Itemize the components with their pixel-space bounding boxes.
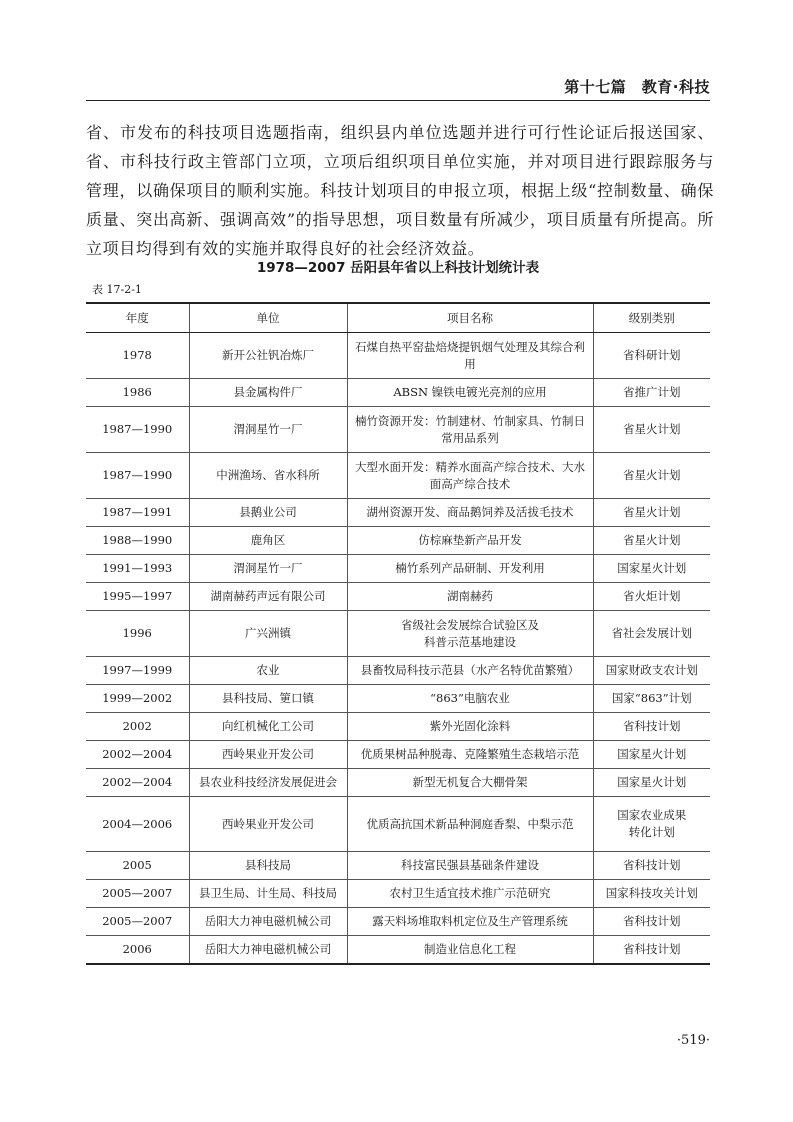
table-header-row: [86, 303, 710, 333]
cell-unit: 岳阳大力神电磁机械公司: [189, 908, 347, 936]
table-row: [86, 555, 710, 583]
cell-project: 紫外光固化涂料: [347, 713, 593, 741]
cell-unit: 县科技局: [189, 852, 347, 880]
cell-year: 1988—1990: [86, 527, 189, 555]
cell-level: 省火炬计划: [593, 583, 710, 611]
cell-level: 省科技计划: [593, 713, 710, 741]
header-year: 年度: [86, 303, 189, 333]
cell-project: 科技富民强县基础条件建设: [347, 852, 593, 880]
cell-project: 省级社会发展综合试验区及 科普示范基地建设: [347, 611, 593, 657]
cell-project: “863”电脑农业: [347, 685, 593, 713]
cell-year: 1987—1990: [86, 407, 189, 453]
header-rule: [86, 100, 710, 101]
cell-unit: 渭洞星竹一厂: [189, 555, 347, 583]
cell-level: 国家星火计划: [593, 555, 710, 583]
cell-year: 1987—1990: [86, 453, 189, 499]
cell-level: 国家“863”计划: [593, 685, 710, 713]
cell-year: 1997—1999: [86, 657, 189, 685]
cell-year: 2002—2004: [86, 769, 189, 797]
cell-year: 2005: [86, 852, 189, 880]
cell-unit: 县卫生局、计生局、科技局: [189, 880, 347, 908]
cell-unit: 农业: [189, 657, 347, 685]
cell-project: 新型无机复合大棚骨架: [347, 769, 593, 797]
table-row: [86, 769, 710, 797]
table-row: [86, 333, 710, 379]
cell-level: 省星火计划: [593, 453, 710, 499]
cell-year: 1986: [86, 379, 189, 407]
cell-year: 2005—2007: [86, 908, 189, 936]
table-row: [86, 797, 710, 852]
chapter-header: 第十七篇 教育·科技: [564, 78, 710, 96]
table-row: [86, 741, 710, 769]
cell-unit: 县农业科技经济发展促进会: [189, 769, 347, 797]
cell-project: 露天料场堆取料机定位及生产管理系统: [347, 908, 593, 936]
table-row: [86, 527, 710, 555]
header-unit: 单位: [189, 303, 347, 333]
cell-unit: 渭洞星竹一厂: [189, 407, 347, 453]
cell-level: 省星火计划: [593, 527, 710, 555]
cell-project: 制造业信息化工程: [347, 936, 593, 964]
table-row: [86, 657, 710, 685]
cell-project: 湖南赫药: [347, 583, 593, 611]
cell-level: 省科技计划: [593, 852, 710, 880]
table-row: [86, 583, 710, 611]
cell-project: 湖州资源开发、商品鹅饲养及活拔毛技术: [347, 499, 593, 527]
cell-unit: 湖南赫药声远有限公司: [189, 583, 347, 611]
table-row: [86, 499, 710, 527]
header-project: 项目名称: [347, 303, 593, 333]
cell-year: 1978: [86, 333, 189, 379]
page-number: ·519·: [676, 1033, 710, 1048]
cell-unit: 新开公社钒冶炼厂: [189, 333, 347, 379]
table-row: [86, 936, 710, 964]
cell-level: 省社会发展计划: [593, 611, 710, 657]
table-row: [86, 379, 710, 407]
cell-level: 国家星火计划: [593, 769, 710, 797]
cell-level: 省科技计划: [593, 908, 710, 936]
cell-unit: 西岭果业开发公司: [189, 797, 347, 852]
cell-level: 省星火计划: [593, 499, 710, 527]
cell-level: 国家农业成果 转化计划: [593, 797, 710, 852]
cell-level: 省科研计划: [593, 333, 710, 379]
cell-unit: 向红机械化工公司: [189, 713, 347, 741]
cell-project: 仿棕麻垫新产品开发: [347, 527, 593, 555]
cell-year: 2004—2006: [86, 797, 189, 852]
cell-year: 2002: [86, 713, 189, 741]
cell-project: 楠竹系列产品研制、开发利用: [347, 555, 593, 583]
table-title: 1978—2007 岳阳县年省以上科技计划统计表: [256, 260, 540, 276]
cell-level: 国家财政支农计划: [593, 657, 710, 685]
cell-project: 农村卫生适宜技术推广示范研究: [347, 880, 593, 908]
table-label: 表 17-2-1: [92, 283, 142, 296]
table-row: [86, 713, 710, 741]
cell-project: 石煤自热平窑盐焙烧提钒烟气处理及其综合利用: [347, 333, 593, 379]
cell-year: 2002—2004: [86, 741, 189, 769]
table-row: [86, 908, 710, 936]
cell-year: 1995—1997: [86, 583, 189, 611]
cell-project: 优质高抗国术新品种洞庭香梨、中梨示范: [347, 797, 593, 852]
cell-level: 省科技计划: [593, 936, 710, 964]
cell-project: 县畜牧局科技示范县（水产名特优苗繁殖）: [347, 657, 593, 685]
table-row: [86, 407, 710, 453]
cell-unit: 岳阳大力神电磁机械公司: [189, 936, 347, 964]
table-row: [86, 852, 710, 880]
cell-level: 省推广计划: [593, 379, 710, 407]
cell-unit: 西岭果业开发公司: [189, 741, 347, 769]
cell-year: 1987—1991: [86, 499, 189, 527]
cell-year: 1999—2002: [86, 685, 189, 713]
cell-unit: 县科技局、筻口镇: [189, 685, 347, 713]
cell-level: 国家星火计划: [593, 741, 710, 769]
table-row: [86, 880, 710, 908]
body-paragraph: 省、市发布的科技项目选题指南，组织县内单位选题并进行可行性论证后报送国家、省、市科技行政主管部门立项，立项后组织项目单位实施，并对项目进行跟踪服务与管理，以确保项目的顺利实施。科技计划项目的申报立项，根据上级“控制数量、确保质量、突出高新、强调高效”的指导思想，项目数量有所减少，项目质量有所提高。所立项目均得到有效的实施并取得良好的社会经济效益。: [86, 123, 714, 258]
cell-unit: 中洲渔场、省水科所: [189, 453, 347, 499]
stats-table: [86, 302, 710, 965]
cell-year: 1996: [86, 611, 189, 657]
cell-unit: 县金属构件厂: [189, 379, 347, 407]
cell-year: 2006: [86, 936, 189, 964]
header-level: 级别类别: [593, 303, 710, 333]
cell-year: 1991—1993: [86, 555, 189, 583]
cell-level: 省星火计划: [593, 407, 710, 453]
table-row: [86, 685, 710, 713]
cell-year: 2005—2007: [86, 880, 189, 908]
cell-level: 国家科技攻关计划: [593, 880, 710, 908]
cell-project: 楠竹资源开发：竹制建材、竹制家具、竹制日常用品系列: [347, 407, 593, 453]
cell-unit: 县鹅业公司: [189, 499, 347, 527]
table-row: [86, 453, 710, 499]
cell-project: ABSN 镍铁电镀光亮剂的应用: [347, 379, 593, 407]
cell-unit: 广兴洲镇: [189, 611, 347, 657]
cell-project: 优质果树品种脱毒、克隆繁殖生态栽培示范: [347, 741, 593, 769]
cell-project: 大型水面开发：精养水面高产综合技术、大水面高产综合技术: [347, 453, 593, 499]
table-row: [86, 611, 710, 657]
cell-unit: 鹿角区: [189, 527, 347, 555]
